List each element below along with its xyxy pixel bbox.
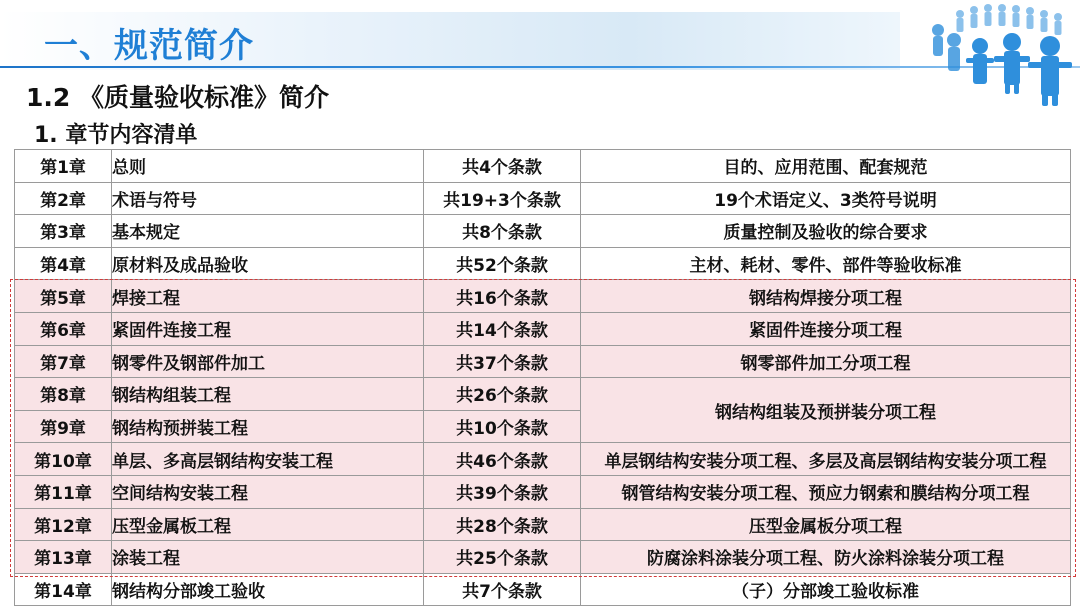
chapter-number: 第10章 [15,443,112,476]
clause-count: 共46个条款 [424,443,581,476]
chapter-number: 第14章 [15,573,112,606]
chapter-title: 原材料及成品验收 [112,247,424,280]
chapter-title: 钢零件及钢部件加工 [112,345,424,378]
clause-count: 共16个条款 [424,280,581,313]
table-row [15,475,1071,508]
chapter-number: 第7章 [15,345,112,378]
chapter-title: 基本规定 [112,215,424,248]
chapter-number: 第13章 [15,541,112,574]
chapter-number: 第11章 [15,475,112,508]
chapter-description: 压型金属板分项工程 [581,508,1071,541]
chapter-number: 第6章 [15,312,112,345]
table-row [15,345,1071,378]
chapter-title: 紧固件连接工程 [112,312,424,345]
clause-count: 共19+3个条款 [424,182,581,215]
chapter-number: 第9章 [15,410,112,443]
table-row [15,312,1071,345]
chapter-number: 第2章 [15,182,112,215]
clause-count: 共10个条款 [424,410,581,443]
clause-count: 共4个条款 [424,150,581,183]
table-row [15,443,1071,476]
chapter-description: 钢结构焊接分项工程 [581,280,1071,313]
clause-count: 共7个条款 [424,573,581,606]
chapter-title: 总则 [112,150,424,183]
table-row [15,247,1071,280]
table-row [15,573,1071,606]
clause-count: 共26个条款 [424,378,581,411]
table-row [15,378,1071,411]
chapter-number: 第1章 [15,150,112,183]
chapter-title: 钢结构分部竣工验收 [112,573,424,606]
chapter-description: 钢管结构安装分项工程、预应力钢索和膜结构分项工程 [581,475,1071,508]
chapter-title: 钢结构组装工程 [112,378,424,411]
chapter-description: 防腐涂料涂装分项工程、防火涂料涂装分项工程 [581,541,1071,574]
chapter-title: 钢结构预拼装工程 [112,410,424,443]
chapter-description: 单层钢结构安装分项工程、多层及高层钢结构安装分项工程 [581,443,1071,476]
chapter-description: 钢零部件加工分项工程 [581,345,1071,378]
clause-count: 共25个条款 [424,541,581,574]
table-row [15,280,1071,313]
chapter-title: 术语与符号 [112,182,424,215]
chapter-table [14,149,1071,606]
chapter-title: 单层、多高层钢结构安装工程 [112,443,424,476]
table-row [15,508,1071,541]
chapter-title: 涂装工程 [112,541,424,574]
table-row [15,215,1071,248]
chapter-number: 第4章 [15,247,112,280]
chapter-number: 第5章 [15,280,112,313]
chapter-description: 主材、耗材、零件、部件等验收标准 [581,247,1071,280]
clause-count: 共39个条款 [424,475,581,508]
chapter-number: 第8章 [15,378,112,411]
clause-count: 共8个条款 [424,215,581,248]
chapter-description: 紧固件连接分项工程 [581,312,1071,345]
chapter-number: 第3章 [15,215,112,248]
chapter-description: 19个术语定义、3类符号说明 [581,182,1071,215]
clause-count: 共52个条款 [424,247,581,280]
clause-count: 共28个条款 [424,508,581,541]
table-row [15,182,1071,215]
list-heading: 1. 章节内容清单 [34,123,198,148]
chapter-number: 第12章 [15,508,112,541]
chapter-description: （子）分部竣工验收标准 [581,573,1071,606]
clause-count: 共37个条款 [424,345,581,378]
chapter-description: 钢结构组装及预拼装分项工程 [581,378,1071,443]
chapter-title: 压型金属板工程 [112,508,424,541]
section-title: 一、规范简介 [44,26,254,66]
chapter-description: 目的、应用范围、配套规范 [581,150,1071,183]
chapter-description: 质量控制及验收的综合要求 [581,215,1071,248]
people-circle-icon [900,0,1080,110]
table-row [15,150,1071,183]
subtitle: 1.2 《质量验收标准》简介 [26,83,329,112]
chapter-title: 焊接工程 [112,280,424,313]
table-row [15,541,1071,574]
chapter-title: 空间结构安装工程 [112,475,424,508]
clause-count: 共14个条款 [424,312,581,345]
